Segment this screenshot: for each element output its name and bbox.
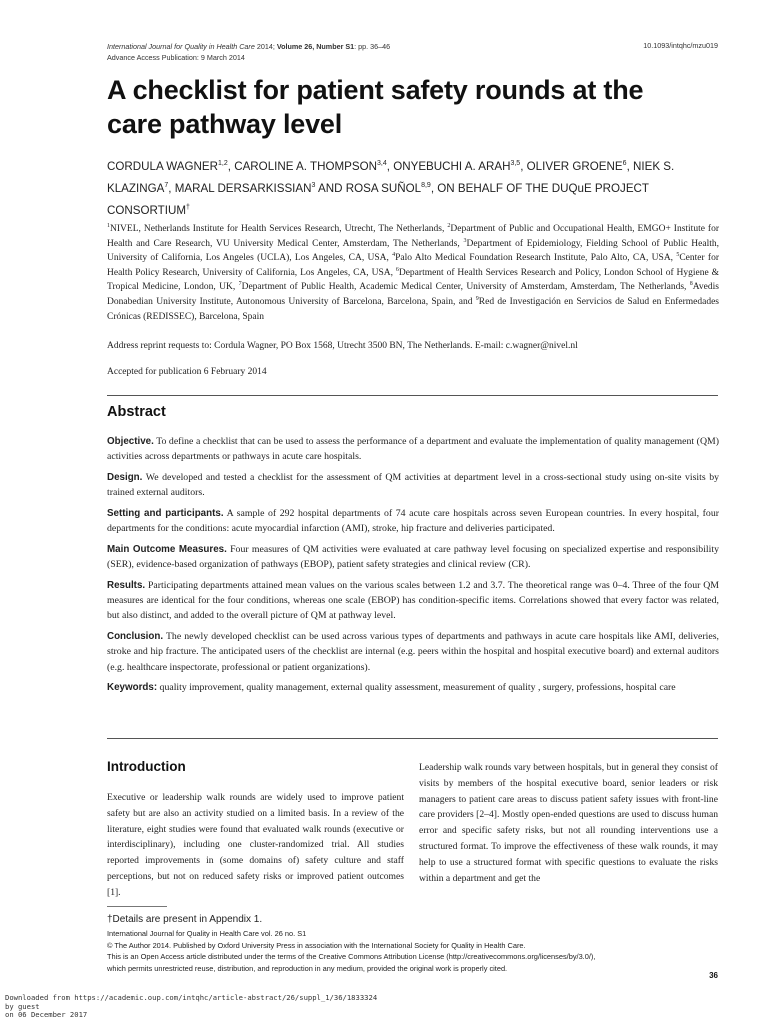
author-separator: , xyxy=(168,181,175,195)
abstract-section-text: We developed and tested a checklist for the assessment of QM activities at department level in a cross-sectional study using on-site visits by trained external auditors. xyxy=(107,472,719,499)
journal-citation: International Journal for Quality in Health Care xyxy=(107,42,255,51)
abstract-section-text: To define a checklist that can be used to assess the performance of a department and evaluate the implementation of quality management (QM) activities across departments or pathways in acute care hospitals. xyxy=(107,436,719,463)
author-name: ON BEHALF OF THE DUQuE PROJECT CONSORTIUM xyxy=(107,181,649,217)
affiliation-marker: 8 xyxy=(689,281,693,288)
journal-issue-line: International Journal for Quality in Health Care vol. 26 no. S1 xyxy=(107,929,307,938)
affiliation-text: Avedis Donabedian University Institute, Autonomous University of Barcelona, Barcelona, Spain, and xyxy=(107,282,719,307)
author-separator: , xyxy=(227,159,235,173)
abstract-section-text: A sample of 292 hospital departments of 74 acute care hospitals across seven European countries. In every hospital, four departments for the conditions: acute myocardial infarction (AMI), stroke, hip fracture and deliveries participated. xyxy=(107,508,719,535)
author-affiliation-marker: 3,4 xyxy=(377,160,387,167)
reprint-address: Address reprint requests to: Cordula Wagner, PO Box 1568, Utrecht 3500 BN, The Netherlands. E-mail: c.wagner@nivel.nl xyxy=(107,341,578,351)
abstract-bottom-divider xyxy=(107,738,718,739)
page-footer xyxy=(107,913,719,974)
footnote-divider xyxy=(107,906,167,907)
author-separator: , xyxy=(386,159,394,173)
abstract-section-label: Keywords: xyxy=(107,682,158,694)
abstract-section xyxy=(107,542,719,572)
abstract-section-text: Four measures of QM activities were evaluated at care pathway level focusing on specialized expertise and responsibility (SER), evidence-based organization of pathways (EBOP), patient safety strategies and clinical review (CR). xyxy=(107,544,719,571)
download-stamp: Downloaded from https://academic.oup.com/intqhc/article-abstract/26/suppl_1/36/1833324 by guest on 06 December 2017 xyxy=(5,993,378,1020)
author-separator: , xyxy=(626,159,634,173)
copyright-notice: © The Author 2014. Published by Oxford University Press in association with the International Society for Quality in Health Care. xyxy=(107,940,526,950)
abstract-section-label: Setting and participants. xyxy=(107,508,224,519)
abstract-top-divider xyxy=(107,395,718,396)
advance-access-date: Advance Access Publication: 9 March 2014 xyxy=(107,53,245,62)
affiliation-text: Department of Public Health, Academic Medical Center, University of Amsterdam, Amsterdam, The Netherlands, xyxy=(241,282,690,293)
affiliation-marker: 9 xyxy=(475,295,479,302)
affiliation-text: NIVEL, Netherlands Institute for Health Services Research, Utrecht, The Netherlands, xyxy=(110,224,448,234)
page-number: 36 xyxy=(709,971,718,980)
abstract-section-text: Participating departments attained mean values on the various scales between 1.2 and 3.7. The theoretical range was 0–4. Three of the four QM measures are identical for the four conditions, whereas one scale (EBOP) has condition-specific items. Correlations showed that every factor was related, but also distinct, and added to the overall picture of QM at pathway level. xyxy=(107,580,719,622)
author-name: MARAL DERSARKISSIAN xyxy=(174,181,312,195)
affiliation-marker: 2 xyxy=(447,222,451,229)
appendix-footnote: †Details are present in Appendix 1. xyxy=(107,914,263,925)
abstract-section xyxy=(107,578,719,624)
author-affiliation-marker: 1,2 xyxy=(218,160,228,167)
article-title: A checklist for patient safety rounds at the care pathway level xyxy=(107,75,644,139)
affiliation-marker: 5 xyxy=(676,252,680,259)
abstract-section-text: The newly developed checklist can be used across various types of departments and pathways in acute care hospitals like AMI, deliveries, stroke and hip fracture. The anticipated users of the checklist are internal (e.g. peers within the hospital and hospital executive board) and external auditors (e.g. healthcare inspectorate, professional or patient organizations). xyxy=(107,631,719,673)
author-affiliation-marker: 3,5 xyxy=(510,160,521,167)
abstract-section xyxy=(107,680,719,695)
affiliation-marker: 7 xyxy=(238,281,242,288)
abstract-section xyxy=(107,470,719,500)
author-affiliation-marker: 8,9 xyxy=(421,181,431,189)
license-notice-continued: which permits unrestricted reuse, distribution, and reproduction in any medium, provided the original work is properly cited. xyxy=(107,963,508,973)
affiliation-text: Red de Investigación en Servicios de Salud en Enfermedades Crónicas (REDISSEC), Barcelona, Spain xyxy=(107,296,719,322)
author-name: CORDULA WAGNER xyxy=(107,159,219,173)
citation-line xyxy=(107,41,390,52)
introduction-left-column: Executive or leadership walk rounds are widely used to improve patient safety but are also an activity studied on a limited basis. In a review of the literature, eight studies were found that evaluated walk rounds (executive or interdisciplinary), including one cluster-randomized trial. All studies reported improvements in (some domains of) safety culture and staff perceptions, but not on reduced safety risks or improved patient outcomes [1]. xyxy=(107,792,404,898)
author-separator: AND xyxy=(315,181,346,195)
author-name: NIEK S. KLAZINGA xyxy=(107,159,675,195)
author-name: CAROLINE A. THOMPSON xyxy=(234,159,378,173)
affiliation-text: Department of Epidemiology, Fielding School of Public Health, University of California, Los Angeles (UCLA), Los Angeles, CA, USA, xyxy=(107,238,719,264)
running-header xyxy=(107,41,390,63)
affiliation-marker: 1 xyxy=(107,222,110,229)
introduction-heading: Introduction xyxy=(107,759,186,774)
volume-number: Volume 26, Number S1 xyxy=(276,42,355,51)
author-separator: , xyxy=(430,181,438,195)
author-name: OLIVER GROENE xyxy=(526,159,623,173)
affiliation-text: Department of Health Services Research and Policy, London School of Hygiene & Tropical Medicine, London, UK, xyxy=(107,267,719,293)
author-list xyxy=(107,154,722,220)
affiliations xyxy=(107,222,719,324)
abstract-section xyxy=(107,434,719,464)
abstract-section-label: Conclusion. xyxy=(107,631,164,643)
abstract-section xyxy=(107,629,719,675)
abstract-heading: Abstract xyxy=(107,404,166,420)
author-separator: , xyxy=(520,159,527,173)
abstract-section-label: Main Outcome Measures. xyxy=(107,544,227,555)
author-affiliation-marker: 7 xyxy=(164,181,169,189)
accepted-date: Accepted for publication 6 February 2014 xyxy=(107,367,267,377)
abstract-section xyxy=(107,506,719,536)
author-affiliation-marker: 6 xyxy=(622,160,627,167)
author-affiliation-marker: 3 xyxy=(311,181,316,189)
introduction-right-column: Leadership walk rounds vary between hospitals, but in general they consist of visits by members of the hospital executive board, senior leaders or risk managers to patient care areas to discuss patient safety issues with front-line care providers [2–4]. Mostly open-ended questions are used to discuss human error and specific safety risks, but not all rounding interventions use a structured format. To improve the effectiveness of these walk rounds, it may help to use a structured format with specific questions to evaluate the risks within a department and get the xyxy=(419,762,718,884)
abstract-section-text: quality improvement, quality management, external quality assessment, measurement of quality , surgery, professions, hospital care xyxy=(157,682,676,694)
citation-year: 2014; xyxy=(254,42,277,51)
abstract-section-label: Objective. xyxy=(107,436,154,447)
affiliation-text: Palo Alto Medical Foundation Research Institute, Palo Alto, CA, USA, xyxy=(395,253,677,264)
license-notice: This is an Open Access article distributed under the terms of the Creative Commons Attribution License (http://creativecommons.org/licenses/by/3.0/), xyxy=(107,952,596,962)
affiliation-text: Department of Public and Occupational Health, EMGO+ Institute for Health and Care Research, VU University Medical Center, Amsterdam, The Netherlands, xyxy=(107,224,720,249)
page-range: : pp. 36–46 xyxy=(354,42,391,51)
affiliation-marker: 3 xyxy=(463,237,467,244)
affiliation-marker: 4 xyxy=(392,252,396,259)
author-name: ROSA SUÑOL xyxy=(345,181,422,195)
author-name: ONYEBUCHI A. ARAH xyxy=(393,159,511,173)
abstract-section-label: Design. xyxy=(107,472,143,483)
affiliation-text: Center for Health Policy Research, University of California, Los Angeles, CA, USA, xyxy=(107,253,719,278)
abstract-body xyxy=(107,434,719,701)
abstract-section-label: Results. xyxy=(107,580,146,591)
author-affiliation-marker: † xyxy=(186,203,190,211)
doi-link[interactable]: 10.1093/intqhc/mzu019 xyxy=(643,41,718,50)
affiliation-marker: 6 xyxy=(395,266,399,273)
